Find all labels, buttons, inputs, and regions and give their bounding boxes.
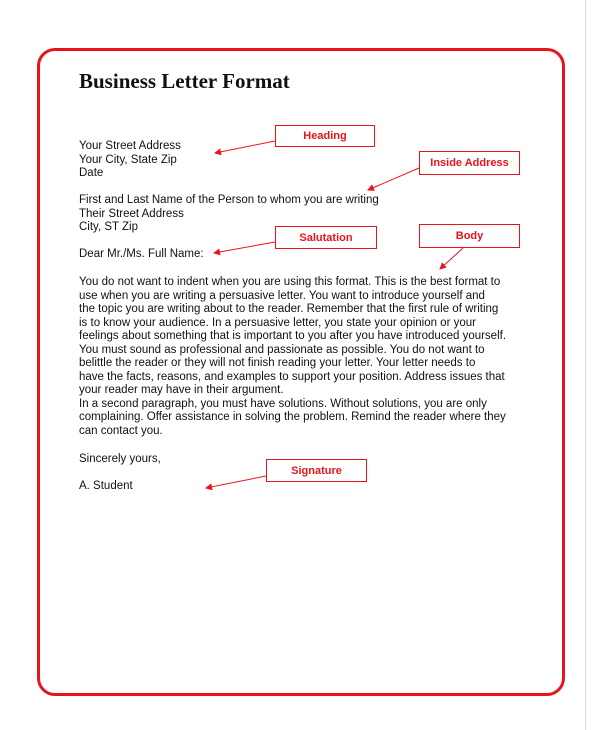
signature-annotation-label: Signature (266, 459, 367, 482)
body-line: complaining. Offer assistance in solving the problem. Remind the reader where they (79, 411, 506, 423)
body-line: is to know your audience. In a persuasive letter, you state your opinion or your (79, 317, 476, 329)
inside-address-street: Their Street Address (79, 208, 184, 220)
closing-text: Sincerely yours, (79, 453, 161, 465)
signature-text: A. Student (79, 480, 133, 492)
document-title: Business Letter Format (79, 69, 290, 93)
heading-date: Date (79, 167, 104, 179)
body-line: In a second paragraph, you must have solutions. Without solutions, you are only (79, 398, 487, 410)
inside-address-city: City, ST Zip (79, 221, 138, 233)
salutation-arrow (214, 242, 275, 253)
body-line: use when you are writing a persuasive letter. You want to introduce yourself and (79, 290, 485, 302)
body-line: the topic you are writing about to the reader. Remember that the first rule of writing (79, 303, 499, 315)
heading-city: Your City, State Zip (79, 154, 177, 166)
inside-address-arrow (368, 168, 419, 190)
body-line: You must sound as professional and passionate as possible. You do not want to (79, 344, 485, 356)
inside-address-name: First and Last Name of the Person to whom you are writing (79, 194, 379, 206)
heading-annotation-label: Heading (275, 125, 375, 147)
salutation-text: Dear Mr./Ms. Full Name: (79, 248, 204, 260)
body-line: belittle the reader or they will not finish reading your letter. Your letter needs to (79, 357, 476, 369)
inside-address-annotation-label: Inside Address (419, 151, 520, 175)
body-line: your reader may have in their argument. (79, 384, 284, 396)
body-line: can contact you. (79, 425, 163, 437)
signature-arrow (206, 476, 266, 488)
heading-arrow (215, 141, 275, 153)
body-line: have the facts, reasons, and examples to support your position. Address issues that (79, 371, 505, 383)
heading-street: Your Street Address (79, 140, 181, 152)
body-line: You do not want to indent when you are using this format. This is the best format to (79, 276, 501, 288)
body-line: feelings about something that is important to you after you have introduced yourself. (79, 330, 507, 342)
body-arrow (440, 248, 463, 269)
body-annotation-label: Body (419, 224, 520, 248)
salutation-annotation-label: Salutation (275, 226, 377, 249)
